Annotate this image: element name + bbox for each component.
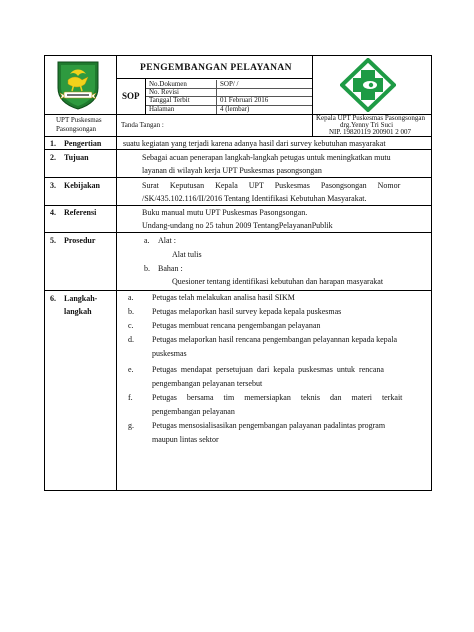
prosedur-bahan-item: Quesioner tentang identifikasi kebutuhan dan harapan masyarakat [172,277,384,286]
body-col-divider [116,136,117,491]
prosedur-marker-a: a. [144,236,150,245]
row-divider-2 [44,177,432,178]
meta-value-terbit: 01 Februari 2016 [220,96,269,104]
step-text: Petugas mendapat persetujuan dari kepala puskesmas untuk rencana [152,365,384,374]
row-text-tujuan-2: layanan di wilayah kerja UPT Puskesmas pasongsongan [142,166,322,175]
document-meta-table [146,80,312,114]
row-num-tujuan: 2. [50,153,56,162]
meta-label-terbit: Tanggal Terbit [149,96,190,104]
step-marker: d. [128,335,134,344]
step-text-cont: puskesmas [152,349,187,358]
step-marker: b. [128,307,134,316]
row-divider-1 [44,149,432,150]
prosedur-marker-b: b. [144,264,150,273]
header-col3-divider [312,55,313,136]
right-caption-2: drg.Yenny Tri Suci [340,121,394,129]
header-top-border [44,55,432,56]
left-caption-1: UPT Puskesmas [56,116,102,124]
row-num-referensi: 4. [50,208,56,217]
row-num-langkah: 6. [50,294,56,303]
step-text-cont: pengembangan pelayanan [152,407,235,416]
step-marker: g. [128,421,134,430]
step-text-cont: pengembangan pelayanan tersebut [152,379,263,388]
meta-label-revisi: No. Revisi [149,88,179,96]
row-text-referensi-2: Undang-undang no 25 tahun 2009 TentangPelayananPublik [142,221,333,230]
meta-label-dokumen: No.Dokumen [149,80,187,88]
right-caption-3: NIP. 19820119 200901 2 007 [329,128,411,136]
row-label-langkah-2: langkah [64,307,92,316]
row-text-referensi-1: Buku manual mutu UPT Puskesmas Pasongsongan. [142,208,308,217]
row-text-kebijakan-1: Surat Keputusan Kepala UPT Puskesmas Pasongsongan Nomor [142,181,401,190]
step-marker: c. [128,321,134,330]
row-text-tujuan-1: Sebagai acuan penerapan langkah-langkah petugas untuk meningkatkan mutu [142,153,391,162]
row-num-pengertian: 1. [50,139,56,148]
row-label-referensi: Referensi [64,208,97,217]
step-text: Petugas telah melakukan analisa hasil SIKM [152,293,295,302]
step-text: Petugas membuat rencana pengembangan pelayanan [152,321,321,330]
row-num-prosedur: 5. [50,236,56,245]
prosedur-alat-label: Alat : [158,236,176,245]
header-right-border [431,55,432,136]
step-text: Petugas melaporkan hasil survey kepada kepala puskesmas [152,307,342,316]
step-text: Petugas bersama tim memersiapkan teknis dan materi terkait [152,393,403,402]
header-left-border [44,55,45,136]
meta-value-dokumen: SOP/ / [220,80,239,88]
puskesmas-cross-icon [340,58,396,112]
body-left-border [44,136,45,491]
row-text-kebijakan-2: /SK/435.102.116/II/2016 Tentang Identifikasi Kebutuhan Masyarakat. [142,194,367,203]
meta-value-halaman: 4 (lembar) [220,105,250,113]
prosedur-alat-item: Alat tulis [172,250,202,259]
row-label-prosedur: Prosedur [64,236,96,245]
step-text: Petugas melaporkan hasil rencana pengembangan pelayannan kepada kepala [152,335,398,344]
regency-emblem-icon [52,58,104,110]
signature-label: Tanda Tangan : [121,121,164,129]
page-title: PENGEMBANGAN PELAYANAN [140,63,292,73]
step-text-cont: maupun lintas sektor [152,435,219,444]
step-marker: f. [128,393,133,402]
right-caption-1: Kepala UPT Puskesmas Pasongsongan [316,114,425,122]
body-bottom-border [44,490,432,491]
step-marker: a. [128,293,134,302]
row-label-langkah-1: Langkah- [64,294,98,303]
meta-label-halaman: Halaman [149,105,175,113]
row-label-tujuan: Tujuan [64,153,89,162]
body-right-border [431,136,432,491]
row-divider-4 [44,232,432,233]
row-num-kebijakan: 3. [50,181,56,190]
left-caption-2: Pasongsongan [56,125,97,133]
sop-label: SOP [122,91,140,101]
header-col1-divider [116,55,117,136]
row-label-kebijakan: Kebijakan [64,181,101,190]
step-text: Petugas mensosialisasikan pengembangan palayanan padalintas program [152,421,386,430]
step-marker: e. [128,365,134,374]
prosedur-bahan-label: Bahan : [158,264,183,273]
row-label-pengertian: Pengertian [64,139,102,148]
row-text-pengertian: suatu kegiatan yang terjadi karena adanya hasil dari survey kebutuhan masyarakat [123,139,386,148]
row-divider-3 [44,205,432,206]
row-divider-5 [44,290,432,291]
